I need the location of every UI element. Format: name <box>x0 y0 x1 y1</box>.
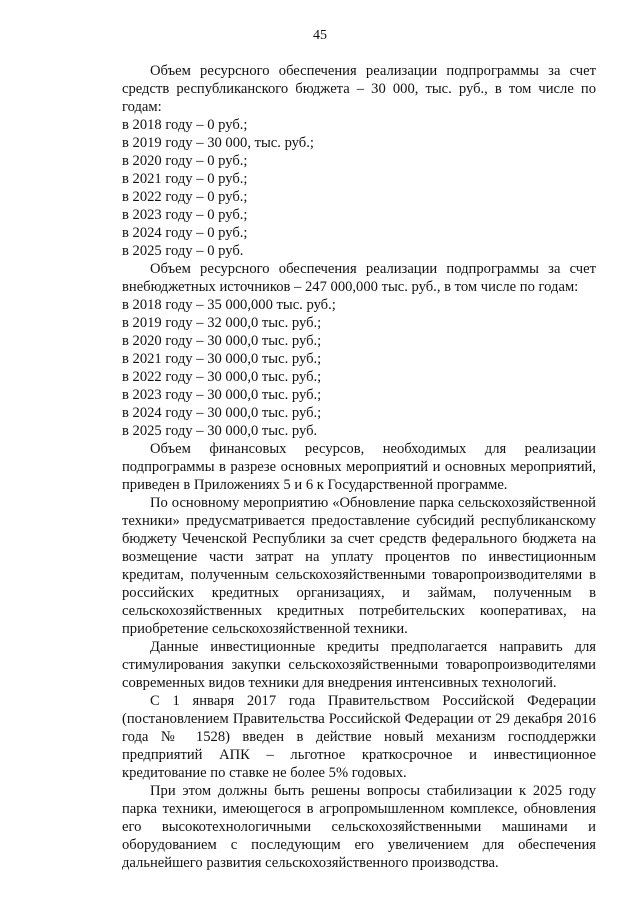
paragraph: При этом должны быть решены вопросы стабилизации к 2025 году парка техники, имеющегося в агропромышленном комплексе, обновления его высокотехнологичными сельскохозяйственными машинами и оборудованием с последующим его увеличением для обеспечения дальнейшего развития сельскохозяйственного производства. <box>122 783 596 871</box>
paragraph: Данные инвестиционные кредиты предполагается направить для стимулирования закупки сельскохозяйственными товаропроизводителями современных видов техники для внедрения интенсивных технологий. <box>122 639 596 691</box>
page-number: 45 <box>313 28 327 43</box>
list-item: в 2019 году – 30 000, тыс. руб.; <box>122 135 314 151</box>
list-item: в 2023 году – 0 руб.; <box>122 207 248 223</box>
paragraph: Объем ресурсного обеспечения реализации подпрограммы за счет внебюджетных источников – 247 000,000 тыс. руб., в том числе по годам: <box>122 261 596 295</box>
list-item: в 2025 году – 0 руб. <box>122 243 244 259</box>
list-item: в 2024 году – 30 000,0 тыс. руб.; <box>122 405 322 421</box>
list-item: в 2022 году – 0 руб.; <box>122 189 248 205</box>
list-item: в 2020 году – 0 руб.; <box>122 153 248 169</box>
list-item: в 2022 году – 30 000,0 тыс. руб.; <box>122 369 322 385</box>
paragraph: Объем ресурсного обеспечения реализации подпрограммы за счет средств республиканского бюджета – 30 000, тыс. руб., в том числе по годам: <box>122 63 596 115</box>
list-item: в 2018 году – 0 руб.; <box>122 117 248 133</box>
paragraph: По основному мероприятию «Обновление парка сельскохозяйственной техники» предусматривается предоставление субсидий республиканскому бюджету Чеченской Республики за счет средств федерального бюджета на возмещение части затрат на уплату процентов по инвестиционным кредитам, полученным сельскохозяйственными товаропроизводителями в российских кредитных организациях, и займам, полученным в сельскохозяйственных кредитных потребительских кооперативах, на приобретение сельскохозяйственной техники. <box>122 495 596 637</box>
list-item: в 2025 году – 30 000,0 тыс. руб. <box>122 423 318 439</box>
body-text <box>122 62 596 872</box>
list-item: в 2019 году – 32 000,0 тыс. руб.; <box>122 315 322 331</box>
list-item: в 2020 году – 30 000,0 тыс. руб.; <box>122 333 322 349</box>
paragraph: С 1 января 2017 года Правительством Российской Федерации (постановлением Правительства Российской Федерации от 29 декабря 2016 года № 1528) введен в действие новый механизм господдержки предприятий АПК – льготное краткосрочное и инвестиционное кредитование по ставке не более 5% годовых. <box>122 693 596 781</box>
list-item: в 2021 году – 30 000,0 тыс. руб.; <box>122 351 322 367</box>
list-item: в 2018 году – 35 000,000 тыс. руб.; <box>122 297 336 313</box>
paragraph: Объем финансовых ресурсов, необходимых для реализации подпрограммы в разрезе основных мероприятий и основных мероприятий, приведен в Приложениях 5 и 6 к Государственной программе. <box>122 441 596 493</box>
list-item: в 2023 году – 30 000,0 тыс. руб.; <box>122 387 322 403</box>
list-item: в 2021 году – 0 руб.; <box>122 171 248 187</box>
list-item: в 2024 году – 0 руб.; <box>122 225 248 241</box>
